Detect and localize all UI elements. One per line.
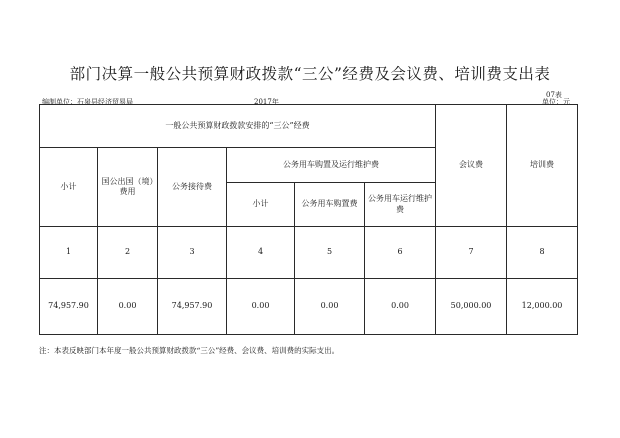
value-cell: 74,957.90	[40, 279, 98, 335]
form-number: 07表	[546, 91, 562, 99]
value-cell: 74,957.90	[158, 279, 227, 335]
reporting-unit: 编制单位：石泉县经济贸易局	[42, 98, 133, 106]
vehicle-operation-header: 公务用车运行维护费	[365, 183, 436, 227]
value-cell: 50,000.00	[436, 279, 507, 335]
column-number: 2	[98, 227, 158, 279]
abroad-fee-header: 国公出国（境）费用	[98, 148, 158, 227]
column-number: 1	[40, 227, 98, 279]
value-cell: 0.00	[98, 279, 158, 335]
data-row	[40, 279, 578, 335]
value-cell: 0.00	[365, 279, 436, 335]
expense-table	[39, 104, 578, 335]
value-cell: 0.00	[227, 279, 295, 335]
vehicle-purchase-header: 公务用车购置费	[295, 183, 365, 227]
value-cell: 12,000.00	[507, 279, 578, 335]
currency-unit: 单位：元	[542, 98, 570, 106]
subtotal-header: 小计	[40, 148, 98, 227]
three-public-group-header: 一般公共预算财政拨款安排的“三公”经费	[40, 105, 436, 148]
column-number: 3	[158, 227, 227, 279]
header-row-1	[40, 105, 578, 148]
column-number: 8	[507, 227, 578, 279]
meeting-fee-header: 会议费	[436, 105, 507, 227]
column-number-row	[40, 227, 578, 279]
report-year: 2017年	[254, 98, 279, 106]
column-number: 5	[295, 227, 365, 279]
column-number: 6	[365, 227, 436, 279]
training-fee-header: 培训费	[507, 105, 578, 227]
page-title: 部门决算一般公共预算财政拨款“三公”经费及会议费、培训费支出表	[69, 65, 551, 83]
column-number: 7	[436, 227, 507, 279]
column-number: 4	[227, 227, 295, 279]
footnote: 注：本表反映部门本年度一般公共预算财政拨款“三公”经费、会议费、培训费的实际支出。	[39, 346, 340, 355]
value-cell: 0.00	[295, 279, 365, 335]
vehicle-subtotal-header: 小计	[227, 183, 295, 227]
vehicle-group-header: 公务用车购置及运行维护费	[227, 148, 436, 183]
reception-fee-header: 公务接待费	[158, 148, 227, 227]
